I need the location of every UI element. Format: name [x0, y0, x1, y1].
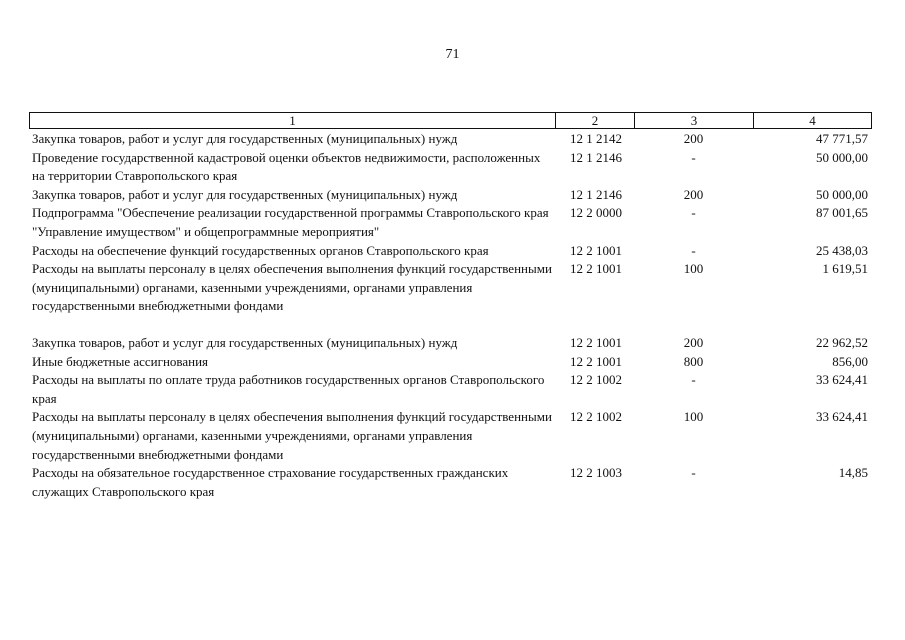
table-row — [29, 149, 872, 186]
row-sum: 50 000,00 — [816, 149, 868, 165]
table-body — [29, 130, 872, 501]
row-sum: 33 624,41 — [816, 409, 868, 425]
row-sum: 33 624,41 — [816, 372, 868, 388]
row-type: 200 — [683, 186, 704, 202]
row-code: 12 1 2142 — [570, 131, 622, 146]
row-code: 12 2 0000 — [570, 205, 622, 221]
row-description: Закупка товаров, работ и услуг для государственных (муниципальных) нужд — [32, 186, 458, 202]
row-type: - — [691, 465, 696, 481]
row-type: 100 — [683, 261, 704, 277]
row-sum: 47 771,57 — [816, 131, 868, 146]
row-description: Расходы на выплаты персоналу в целях обеспечения выполнения функций государственными (муниципальными) органами, казенными учреждениями, органами управления государственными внебюджетными фондами — [32, 261, 552, 314]
row-sum: 22 962,52 — [816, 334, 868, 350]
row-code: 12 2 1001 — [570, 261, 622, 277]
row-description: Закупка товаров, работ и услуг для государственных (муниципальных) нужд — [32, 131, 458, 146]
row-description: Проведение государственной кадастровой оценки объектов недвижимости, расположенных на территории Ставропольского края — [32, 149, 541, 184]
row-type: 200 — [683, 131, 704, 146]
header-col-4: 4 — [809, 113, 816, 128]
table-row — [29, 353, 872, 372]
table-row — [29, 260, 872, 316]
row-type: 100 — [683, 409, 704, 425]
row-type: - — [691, 149, 696, 165]
row-sum: 1 619,51 — [822, 261, 868, 277]
table-row — [29, 130, 872, 149]
row-description: Расходы на выплаты персоналу в целях обеспечения выполнения функций государственными (муниципальными) органами, казенными учреждениями, органами управления государственными внебюджетными фондами — [32, 409, 552, 462]
table-row — [29, 464, 872, 501]
row-sum: 87 001,65 — [816, 205, 868, 221]
row-description: Подпрограмма "Обеспечение реализации государственной программы Ставропольского края "Управление имуществом" и общепрограммные мероприятия" — [32, 205, 549, 239]
row-sum: 856,00 — [832, 353, 868, 369]
table-row — [29, 334, 872, 353]
row-type: - — [691, 205, 696, 221]
row-spacer — [29, 316, 872, 334]
row-code: 12 2 1002 — [570, 409, 622, 425]
row-sum: 50 000,00 — [816, 186, 868, 202]
header-col-1: 1 — [30, 113, 556, 128]
header-col-3: 3 — [635, 113, 754, 128]
row-code: 12 2 1002 — [570, 372, 622, 388]
row-type: - — [691, 372, 696, 388]
table-row — [29, 371, 872, 408]
header-col-2: 2 — [556, 113, 635, 128]
row-description: Расходы на выплаты по оплате труда работников государственных органов Ставропольского края — [32, 372, 545, 406]
row-description: Иные бюджетные ассигнования — [32, 353, 209, 369]
table-row — [29, 186, 872, 205]
row-type: 200 — [683, 334, 704, 350]
row-code: 12 2 1001 — [570, 334, 622, 350]
row-code: 12 2 1001 — [570, 242, 622, 258]
row-description: Расходы на обязательное государственное страхование государственных гражданских служащих Ставропольского края — [32, 465, 509, 499]
row-sum: 14,85 — [838, 465, 868, 481]
table-row — [29, 204, 872, 241]
row-code: 12 2 1001 — [570, 353, 622, 369]
row-code: 12 2 1003 — [570, 465, 622, 481]
table-row — [29, 242, 872, 261]
row-type: 800 — [683, 353, 704, 369]
row-code: 12 1 2146 — [570, 186, 622, 202]
row-type: - — [691, 242, 696, 258]
row-sum: 25 438,03 — [816, 242, 868, 258]
table-header — [29, 112, 872, 129]
row-description: Закупка товаров, работ и услуг для государственных (муниципальных) нужд — [32, 334, 458, 350]
row-description: Расходы на обеспечение функций государственных органов Ставропольского края — [32, 242, 489, 258]
table-row — [29, 408, 872, 464]
row-code: 12 1 2146 — [570, 149, 622, 165]
page-number: 71 — [445, 47, 460, 62]
